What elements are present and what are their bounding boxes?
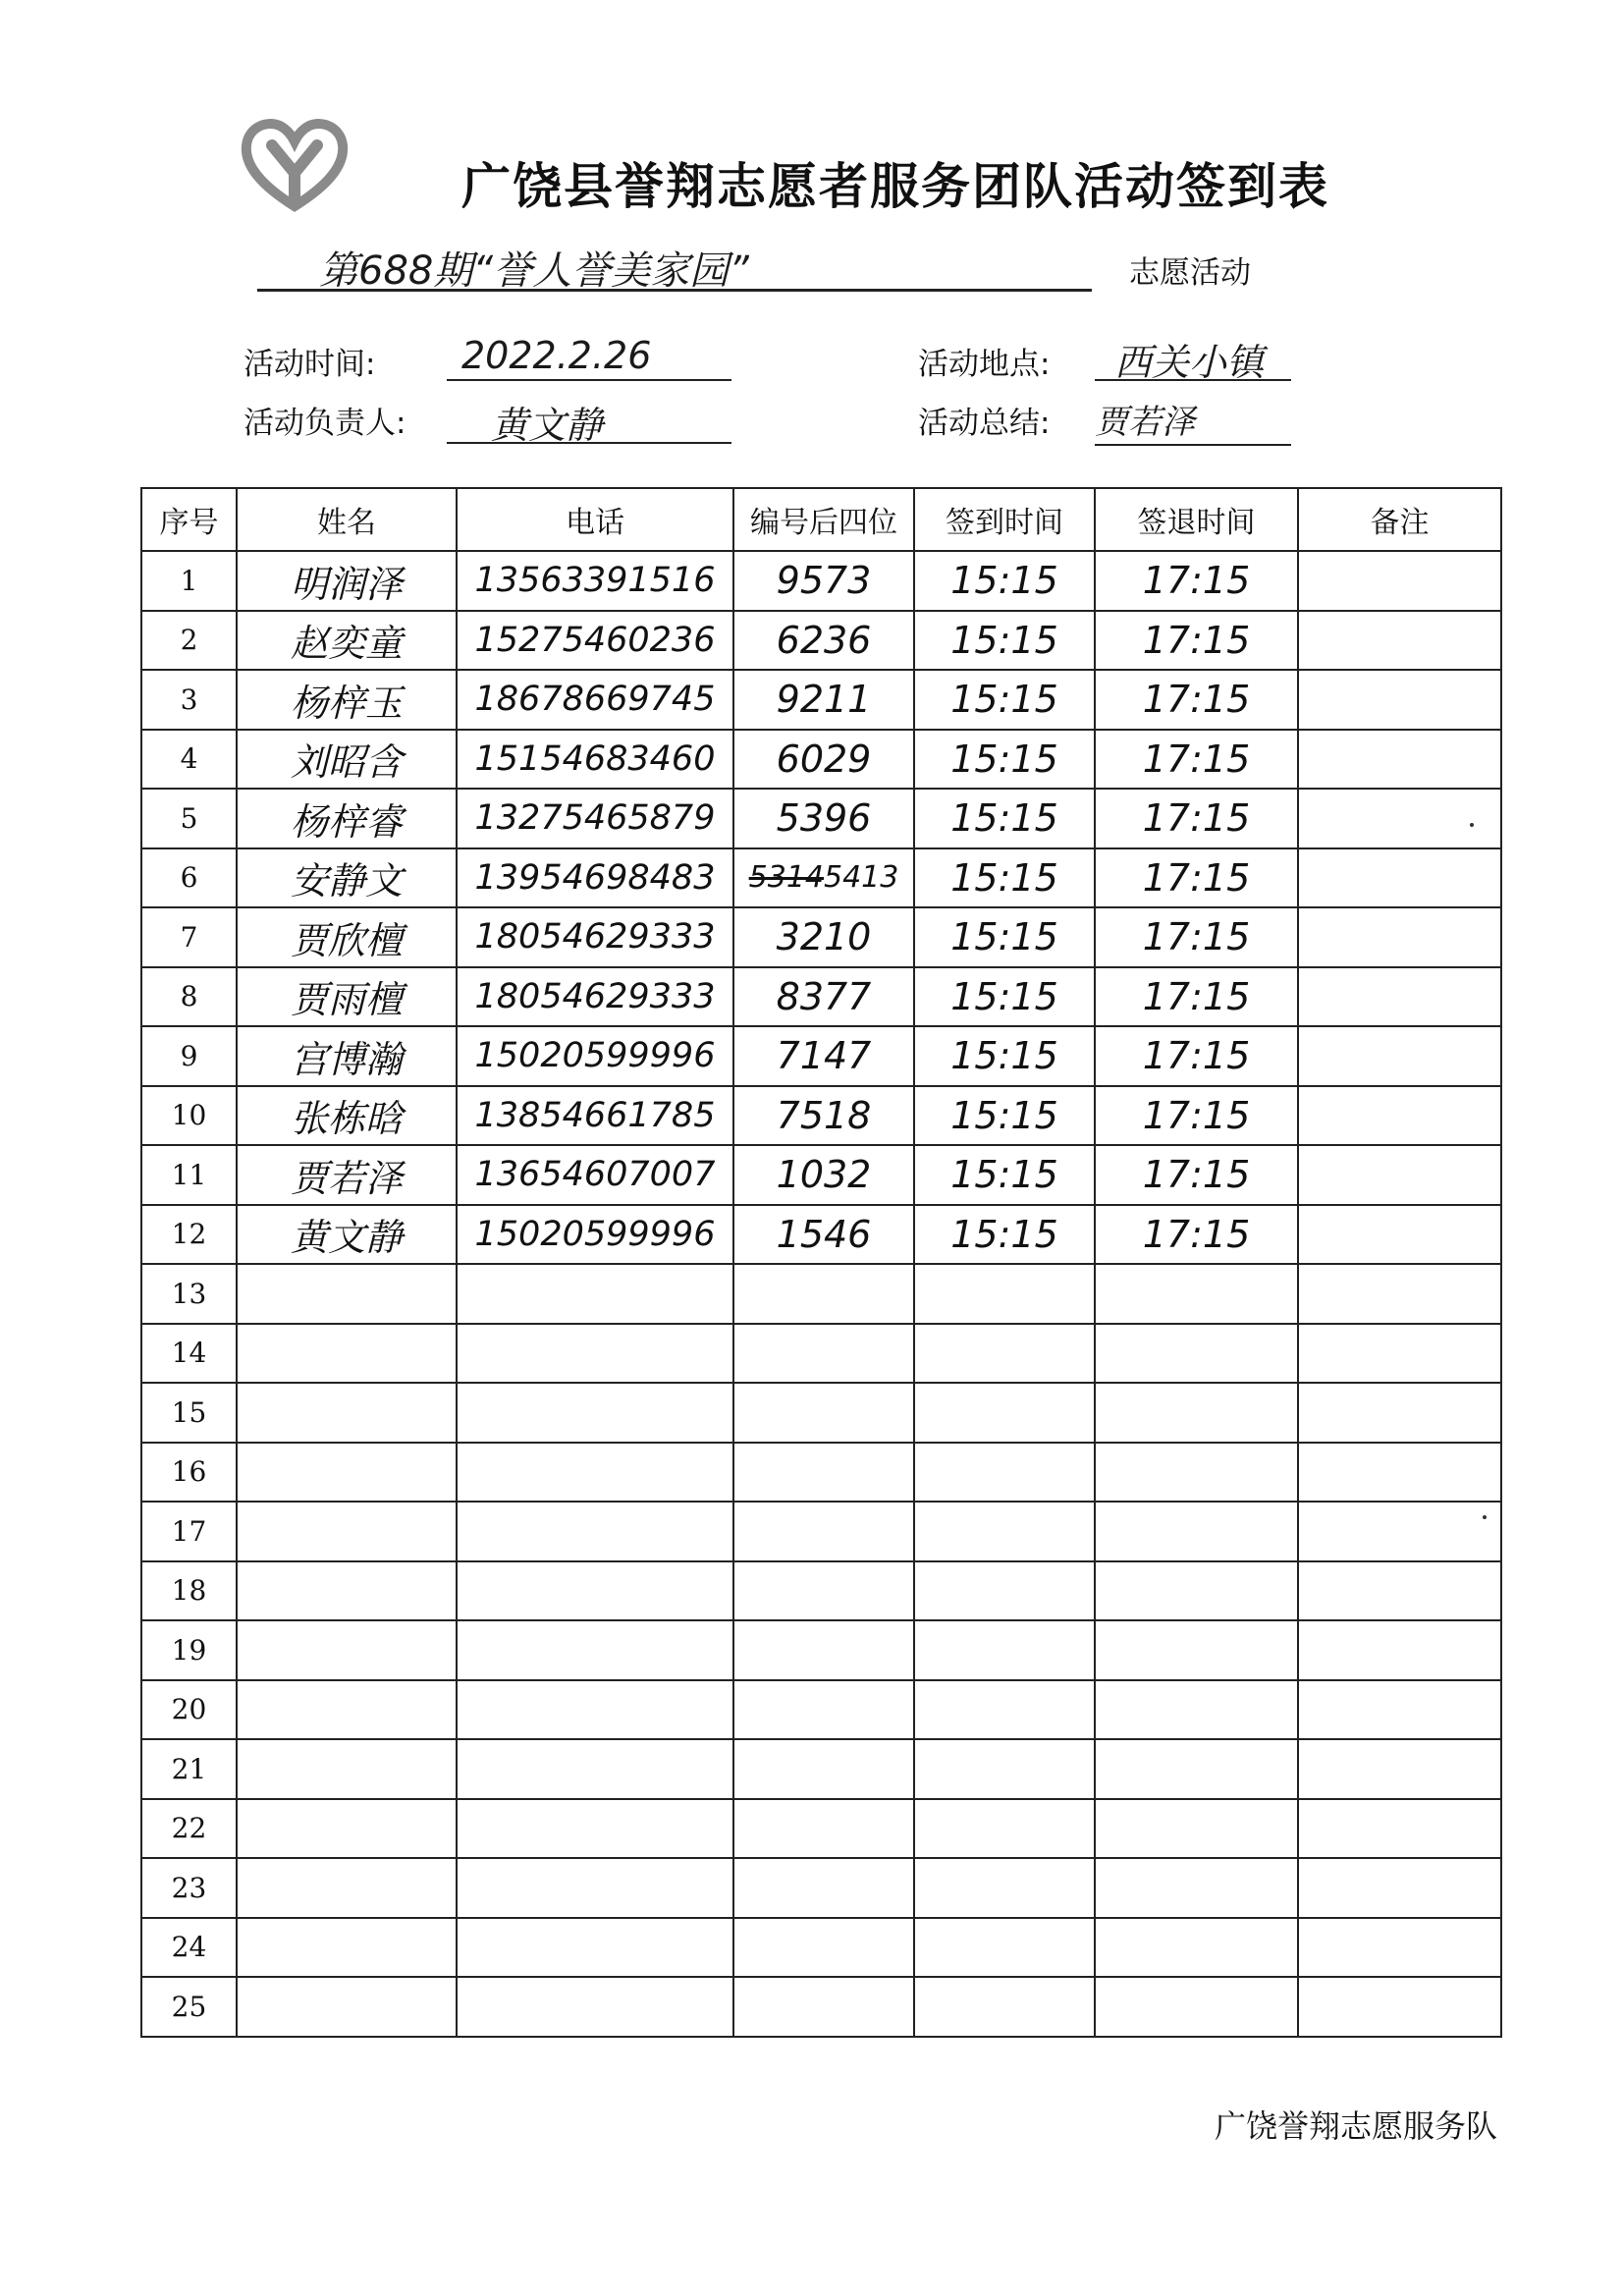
row-note [1298,1086,1501,1146]
row-note [1298,1977,1501,2037]
row-phone: 13563391516 [457,551,733,611]
row-index: 4 [141,730,237,790]
row-phone: 15154683460 [457,730,733,790]
row-sign-out-time: 17:15 [1095,1145,1298,1205]
row-index: 10 [141,1086,237,1146]
row-note [1298,848,1501,908]
row-note [1298,1443,1501,1503]
row-sign-out-time: 17:15 [1095,848,1298,908]
row-sign-in-time [914,1502,1095,1561]
row-phone: 15020599996 [457,1026,733,1086]
table-row [141,1264,1501,1324]
row-index: 14 [141,1324,237,1384]
row-note [1298,1799,1501,1859]
row-phone [457,1620,733,1680]
row-index: 12 [141,1205,237,1265]
row-phone [457,1383,733,1443]
row-index: 11 [141,1145,237,1205]
row-name: 黄文静 [237,1205,457,1265]
row-phone: 13654607007 [457,1145,733,1205]
row-phone [457,1739,733,1799]
row-phone: 18054629333 [457,967,733,1027]
row-note [1298,1264,1501,1324]
row-sign-in-time [914,1739,1095,1799]
row-name: 刘昭含 [237,730,457,790]
row-code [733,1858,914,1918]
page-title: 广饶县誉翔志愿者服务团队活动签到表 [461,158,1329,215]
scan-speck [1470,823,1474,827]
row-note [1298,967,1501,1027]
table-row [141,1858,1501,1918]
row-phone [457,1799,733,1859]
row-code [733,1620,914,1680]
row-phone: 13954698483 [457,848,733,908]
row-code: 9211 [733,670,914,730]
row-name [237,1858,457,1918]
row-name: 贾欣檀 [237,907,457,967]
row-name [237,1739,457,1799]
struck-code: 5314 [748,860,824,896]
row-index: 20 [141,1680,237,1740]
header-cell: 签退时间 [1095,488,1298,551]
row-note [1298,1620,1501,1680]
row-code: 7518 [733,1086,914,1146]
table-row [141,670,1501,730]
row-sign-in-time: 15:15 [914,1026,1095,1086]
row-index: 23 [141,1858,237,1918]
row-code: 3210 [733,907,914,967]
row-phone: 13275465879 [457,789,733,848]
row-name: 宫博瀚 [237,1026,457,1086]
row-sign-in-time: 15:15 [914,551,1095,611]
row-code [733,1383,914,1443]
row-note [1298,730,1501,790]
row-note [1298,1383,1501,1443]
row-phone [457,1324,733,1384]
row-code [733,1264,914,1324]
row-code: 9573 [733,551,914,611]
place-underline [1095,379,1291,381]
row-phone [457,1561,733,1621]
table-row [141,1561,1501,1621]
row-index: 9 [141,1026,237,1086]
table-row [141,907,1501,967]
row-index: 19 [141,1620,237,1680]
row-phone [457,1918,733,1978]
row-phone [457,1680,733,1740]
row-sign-in-time [914,1858,1095,1918]
row-code: 1032 [733,1145,914,1205]
header-cell: 序号 [141,488,237,551]
row-sign-in-time: 15:15 [914,1145,1095,1205]
row-name: 张栋晗 [237,1086,457,1146]
row-sign-out-time [1095,1739,1298,1799]
row-index: 18 [141,1561,237,1621]
row-phone: 15020599996 [457,1205,733,1265]
row-sign-out-time [1095,1620,1298,1680]
footer-org: 广饶誉翔志愿服务队 [1214,2107,1497,2145]
row-index: 8 [141,967,237,1027]
activity-suffix: 志愿活动 [1129,255,1251,291]
table-row [141,1502,1501,1561]
row-sign-out-time: 17:15 [1095,551,1298,611]
row-sign-out-time [1095,1858,1298,1918]
leader-underline [447,442,731,444]
row-note [1298,1145,1501,1205]
row-sign-out-time: 17:15 [1095,1086,1298,1146]
row-sign-out-time [1095,1680,1298,1740]
row-code: 5396 [733,789,914,848]
row-note [1298,551,1501,611]
leader-value: 黄文静 [491,404,604,447]
row-code [733,1561,914,1621]
row-sign-in-time: 15:15 [914,848,1095,908]
row-name [237,1502,457,1561]
row-code [733,1324,914,1384]
table-row [141,1620,1501,1680]
row-sign-in-time: 15:15 [914,1205,1095,1265]
row-phone [457,1858,733,1918]
row-note [1298,1680,1501,1740]
table-header-row [141,488,1501,551]
table-row [141,1443,1501,1503]
row-note [1298,1561,1501,1621]
row-sign-out-time [1095,1443,1298,1503]
row-name: 杨梓睿 [237,789,457,848]
table-row [141,1977,1501,2037]
row-name [237,1918,457,1978]
row-sign-out-time: 17:15 [1095,789,1298,848]
row-code [733,1799,914,1859]
table-row [141,1383,1501,1443]
row-phone [457,1443,733,1503]
row-phone [457,1502,733,1561]
row-name: 赵奕童 [237,611,457,671]
table-row [141,1739,1501,1799]
row-phone: 13854661785 [457,1086,733,1146]
row-index: 3 [141,670,237,730]
row-phone: 18678669745 [457,670,733,730]
row-sign-out-time [1095,1383,1298,1443]
row-sign-in-time [914,1680,1095,1740]
row-name [237,1443,457,1503]
row-note [1298,670,1501,730]
row-phone: 15275460236 [457,611,733,671]
table-row [141,551,1501,611]
table-row [141,1799,1501,1859]
row-name: 贾若泽 [237,1145,457,1205]
row-index: 1 [141,551,237,611]
row-note [1298,1918,1501,1978]
table-row [141,1324,1501,1384]
row-code [733,848,914,908]
row-sign-out-time [1095,1977,1298,2037]
header-cell: 姓名 [237,488,457,551]
leader-label: 活动负责人: [243,406,406,441]
row-note [1298,1205,1501,1265]
row-code [733,1502,914,1561]
row-name: 贾雨檀 [237,967,457,1027]
row-sign-out-time: 17:15 [1095,1026,1298,1086]
header-cell: 电话 [457,488,733,551]
row-note [1298,789,1501,848]
table-row [141,1026,1501,1086]
sign-in-table [140,487,1502,2038]
heart-y-logo-icon [241,116,349,214]
row-note [1298,1324,1501,1384]
row-index: 24 [141,1918,237,1978]
row-sign-in-time: 15:15 [914,789,1095,848]
row-index: 5 [141,789,237,848]
row-code [733,1977,914,2037]
row-name [237,1620,457,1680]
row-sign-out-time: 17:15 [1095,1205,1298,1265]
place-label: 活动地点: [918,347,1051,382]
row-code: 6029 [733,730,914,790]
time-label: 活动时间: [243,347,376,382]
row-index: 7 [141,907,237,967]
row-sign-in-time: 15:15 [914,730,1095,790]
table-row [141,1205,1501,1265]
row-sign-in-time [914,1799,1095,1859]
table-body [141,551,1501,2037]
header-cell: 签到时间 [914,488,1095,551]
row-code: 6236 [733,611,914,671]
row-code: 8377 [733,967,914,1027]
row-name [237,1680,457,1740]
row-index: 21 [141,1739,237,1799]
row-sign-in-time: 15:15 [914,670,1095,730]
table-row [141,1145,1501,1205]
row-note [1298,1026,1501,1086]
row-name: 杨梓玉 [237,670,457,730]
row-note [1298,611,1501,671]
table-row [141,1918,1501,1978]
row-sign-out-time [1095,1502,1298,1561]
row-code [733,1918,914,1978]
activity-underline [257,289,1092,292]
row-index: 13 [141,1264,237,1324]
row-name [237,1383,457,1443]
table-row [141,789,1501,848]
row-index: 22 [141,1799,237,1859]
row-note [1298,1739,1501,1799]
header-cell: 备注 [1298,488,1501,551]
row-sign-in-time [914,1918,1095,1978]
row-name [237,1799,457,1859]
row-sign-in-time [914,1620,1095,1680]
row-sign-in-time: 15:15 [914,1086,1095,1146]
header-cell: 编号后四位 [733,488,914,551]
row-name [237,1977,457,2037]
row-note [1298,907,1501,967]
row-sign-in-time: 15:15 [914,967,1095,1027]
row-code: 7147 [733,1026,914,1086]
place-value: 西关小镇 [1114,341,1265,384]
table-row [141,1086,1501,1146]
table-row [141,1680,1501,1740]
row-sign-out-time: 17:15 [1095,907,1298,967]
row-sign-in-time [914,1977,1095,2037]
row-name [237,1264,457,1324]
row-index: 15 [141,1383,237,1443]
row-phone [457,1977,733,2037]
row-sign-out-time: 17:15 [1095,670,1298,730]
row-sign-in-time: 15:15 [914,907,1095,967]
corrected-code: 5413 [824,860,899,896]
row-sign-out-time [1095,1324,1298,1384]
row-note [1298,1502,1501,1561]
table-row [141,967,1501,1027]
row-note [1298,1858,1501,1918]
row-index: 25 [141,1977,237,2037]
table-row [141,611,1501,671]
row-sign-out-time: 17:15 [1095,611,1298,671]
row-code [733,1443,914,1503]
row-index: 6 [141,848,237,908]
row-sign-out-time [1095,1264,1298,1324]
row-name: 明润泽 [237,551,457,611]
row-sign-out-time [1095,1918,1298,1978]
row-code [733,1739,914,1799]
scan-speck [1483,1515,1487,1519]
row-code: 1546 [733,1205,914,1265]
row-sign-in-time [914,1264,1095,1324]
row-sign-in-time [914,1561,1095,1621]
row-name: 安静文 [237,848,457,908]
row-sign-out-time: 17:15 [1095,730,1298,790]
row-sign-in-time [914,1383,1095,1443]
table-row [141,730,1501,790]
row-code [733,1680,914,1740]
summary-label: 活动总结: [918,406,1051,441]
time-underline [447,379,731,381]
row-index: 16 [141,1443,237,1503]
summary-underline [1095,444,1291,446]
row-index: 2 [141,611,237,671]
table-row [141,848,1501,908]
summary-value: 贾若泽 [1095,403,1195,442]
row-name [237,1324,457,1384]
row-sign-in-time [914,1443,1095,1503]
row-phone: 18054629333 [457,907,733,967]
row-phone [457,1264,733,1324]
activity-name: 第688期“誉人誉美家园” [319,248,749,294]
row-index: 17 [141,1502,237,1561]
row-name [237,1561,457,1621]
row-sign-out-time [1095,1561,1298,1621]
row-sign-out-time [1095,1799,1298,1859]
row-sign-out-time: 17:15 [1095,967,1298,1027]
row-sign-in-time: 15:15 [914,611,1095,671]
time-value: 2022.2.26 [461,334,652,377]
row-sign-in-time [914,1324,1095,1384]
